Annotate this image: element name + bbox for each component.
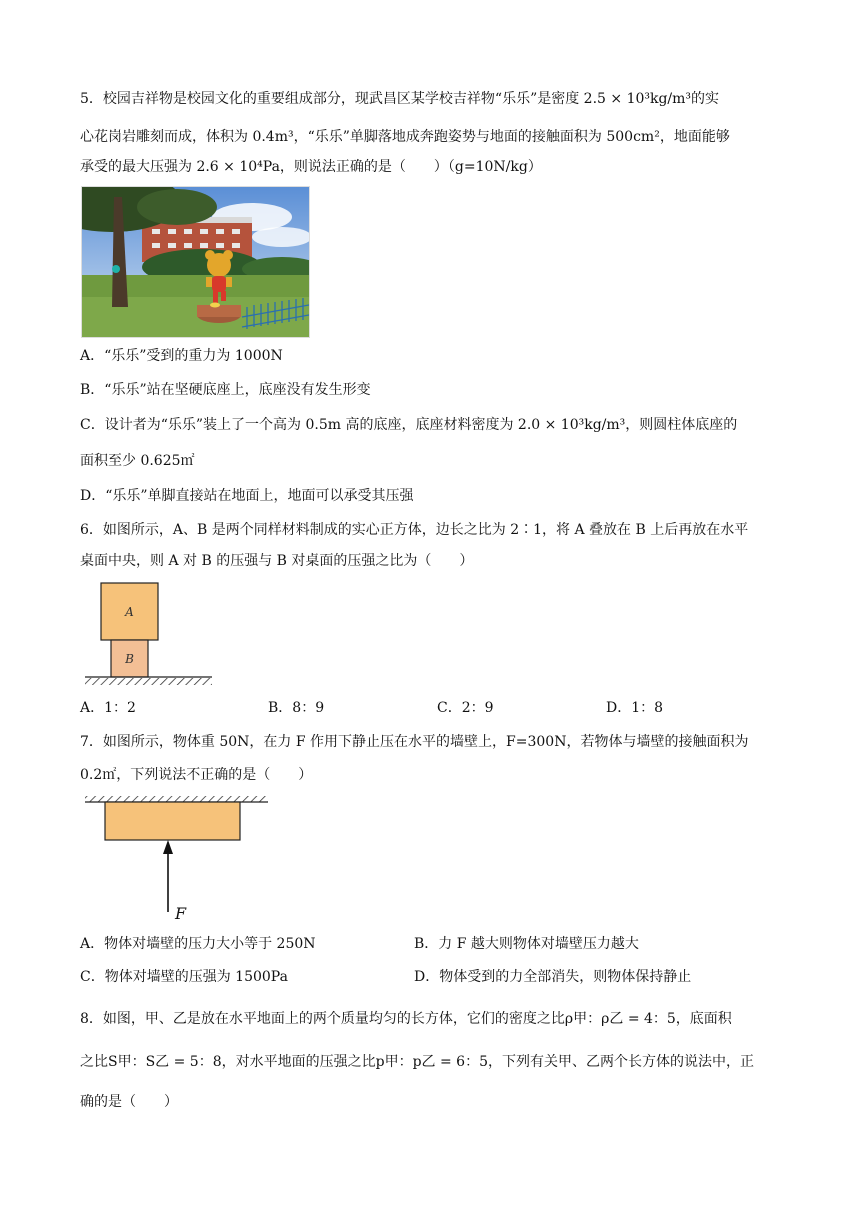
cube-a-label: A [125,605,134,619]
q7-option-b: B．力 F 越大则物体对墙壁压力越大 [414,936,639,952]
q6-option-a: A．1：2 [80,700,136,716]
mascot-photo-illustration [82,187,309,337]
q5-option-c-line-1: C．设计者为“乐乐”装上了一个高为 0.5m 高的底座，底座材料密度为 2.0 × 10³kg/m³，则圆柱体底座的 [80,417,738,433]
cube-b-label: B [125,652,134,666]
q8-stem-line-1: 8．如图，甲、乙是放在水平地面上的两个质量均匀的长方体，它们的密度之比ρ甲：ρ乙 = 4：5，底面积 [80,1011,732,1027]
force-arrow-head [163,840,173,854]
q7-option-a: A．物体对墙壁的压力大小等于 250N [80,936,316,952]
ceiling-hatching [85,796,268,802]
q7-stem-line-1: 7．如图所示，物体重 50N，在力 F 作用下静止压在水平的墙壁上，F=300N，若物体与墙壁的接触面积为 [80,734,749,750]
q7-stem-line-2: 0.2㎡，下列说法不正确的是（ ） [80,767,313,783]
q6-option-b: B．8：9 [268,700,325,716]
ceiling-block-figure [80,794,280,924]
mascot-photo [81,186,310,338]
force-label: F [175,904,187,923]
q8-stem-line-3: 确的是（ ） [80,1094,178,1110]
q5-option-c-line-2: 面积至少 0.625㎡ [80,453,195,469]
q5-option-a: A．“乐乐”受到的重力为 1000N [80,348,283,364]
q8-stem-line-2: 之比S甲：S乙 = 5：8，对水平地面的压强之比p甲：p乙 = 6：5，下列有关甲、乙两个长方体的说法中，正 [80,1054,754,1070]
table-hatching [85,678,212,685]
q5-stem-line-3: 承受的最大压强为 2.6 × 10⁴Pa，则说法正确的是（ ）（g=10N/kg） [80,159,542,175]
q7-option-d: D．物体受到的力全部消失，则物体保持静止 [414,969,692,985]
q7-option-c: C．物体对墙壁的压强为 1500Pa [80,969,288,985]
q5-option-d: D．“乐乐”单脚直接站在地面上，地面可以承受其压强 [80,488,414,504]
q5-stem-line-2: 心花岗岩雕刻而成，体积为 0.4m³，“乐乐”单脚落地成奔跑姿势与地面的接触面积为 500cm²，地面能够 [80,129,730,145]
q5-option-b: B．“乐乐”站在坚硬底座上，底座没有发生形变 [80,382,371,398]
q6-option-d: D．1：8 [606,700,664,716]
q6-stem-line-2: 桌面中央，则 A 对 B 的压强与 B 对桌面的压强之比为（ ） [80,553,474,569]
q6-stem-line-1: 6．如图所示，A、B 是两个同样材料制成的实心正方体，边长之比为 2∶1，将 A 叠放在 B 上后再放在水平 [80,522,749,538]
stacked-cubes-figure [80,578,220,690]
block [105,802,240,840]
q5-stem-line-1: 5．校园吉祥物是校园文化的重要组成部分，现武昌区某学校吉祥物“乐乐”是密度 2.5 × 10³kg/m³的实 [80,91,720,107]
q6-option-c: C．2：9 [437,700,494,716]
